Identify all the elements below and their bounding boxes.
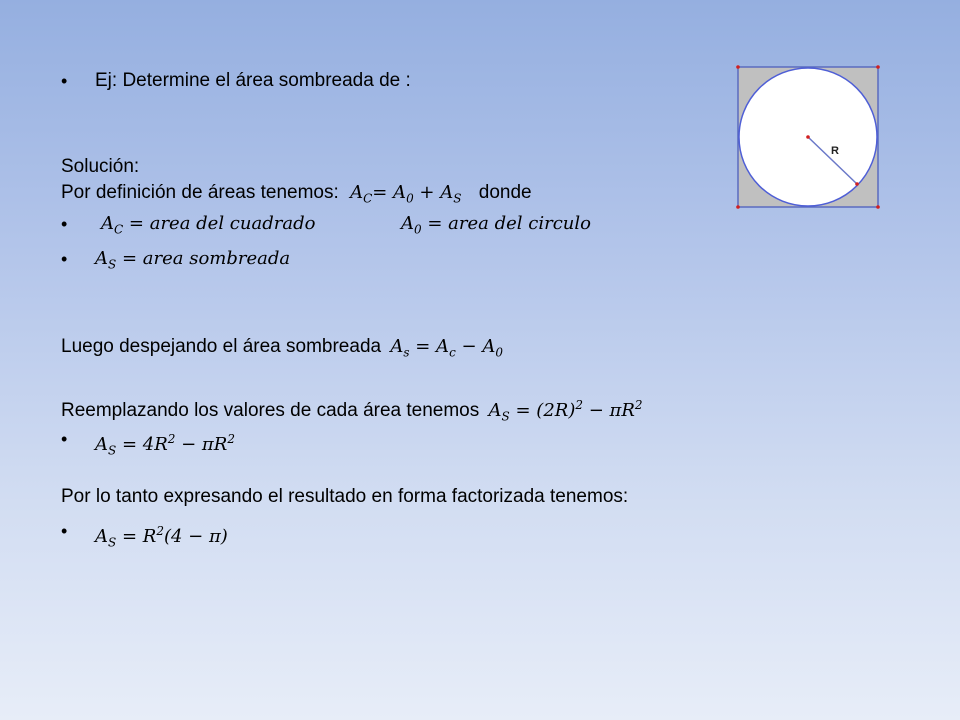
def-ac-equation: $A_C$ = area del cuadrado <box>101 213 316 237</box>
def-as-line <box>95 246 290 278</box>
luego-equation: $A_s = A_c - A_0$ <box>390 336 503 360</box>
donde-text: donde <box>478 182 532 203</box>
square-circle-figure <box>735 64 881 210</box>
radius-label: R <box>831 145 839 157</box>
reemplazando-text: Reemplazando los valores de cada área tenemos <box>61 400 480 421</box>
bullet: • <box>61 429 68 449</box>
intro-text: Ej: Determine el área sombreada de : <box>95 70 411 91</box>
corner-point <box>736 205 740 209</box>
luego-text: Luego despejando el área sombreada <box>61 336 382 357</box>
def-as-equation: $A_S$ = area sombreada <box>95 248 291 272</box>
def-a0-line <box>401 211 591 243</box>
definicion-equation: $A_C= A_0 + A_S$ <box>350 182 462 206</box>
def-ac-line <box>101 211 315 243</box>
final-equation: $A_S = R^2(4 - \pi)$ <box>95 524 228 550</box>
bullet: • <box>61 214 68 234</box>
radius-end-point <box>855 182 859 186</box>
final-line <box>95 518 228 556</box>
luego-line <box>61 334 503 366</box>
bullet: • <box>61 71 68 91</box>
step2-line <box>95 426 235 464</box>
corner-point <box>876 205 880 209</box>
step2-equation: $A_S = 4R^2 - \pi R^2$ <box>95 432 235 458</box>
reemplazando-equation: $A_S = (2R)^2 - \pi R^2$ <box>488 398 643 424</box>
center-point <box>806 135 810 139</box>
por-lo-tanto-text: Por lo tanto expresando el resultado en forma factorizada tenemos: <box>61 486 629 507</box>
def-a0-equation: $A_0$ = area del circulo <box>401 213 591 237</box>
definicion-line <box>61 180 532 212</box>
solucion-label: Solución: <box>61 156 140 177</box>
bullet: • <box>61 249 68 269</box>
reemplazando-line <box>61 392 643 430</box>
definicion-text: Por definición de áreas tenemos: <box>61 182 339 203</box>
corner-point <box>876 65 880 69</box>
bullet: • <box>61 521 68 541</box>
corner-point <box>736 65 740 69</box>
